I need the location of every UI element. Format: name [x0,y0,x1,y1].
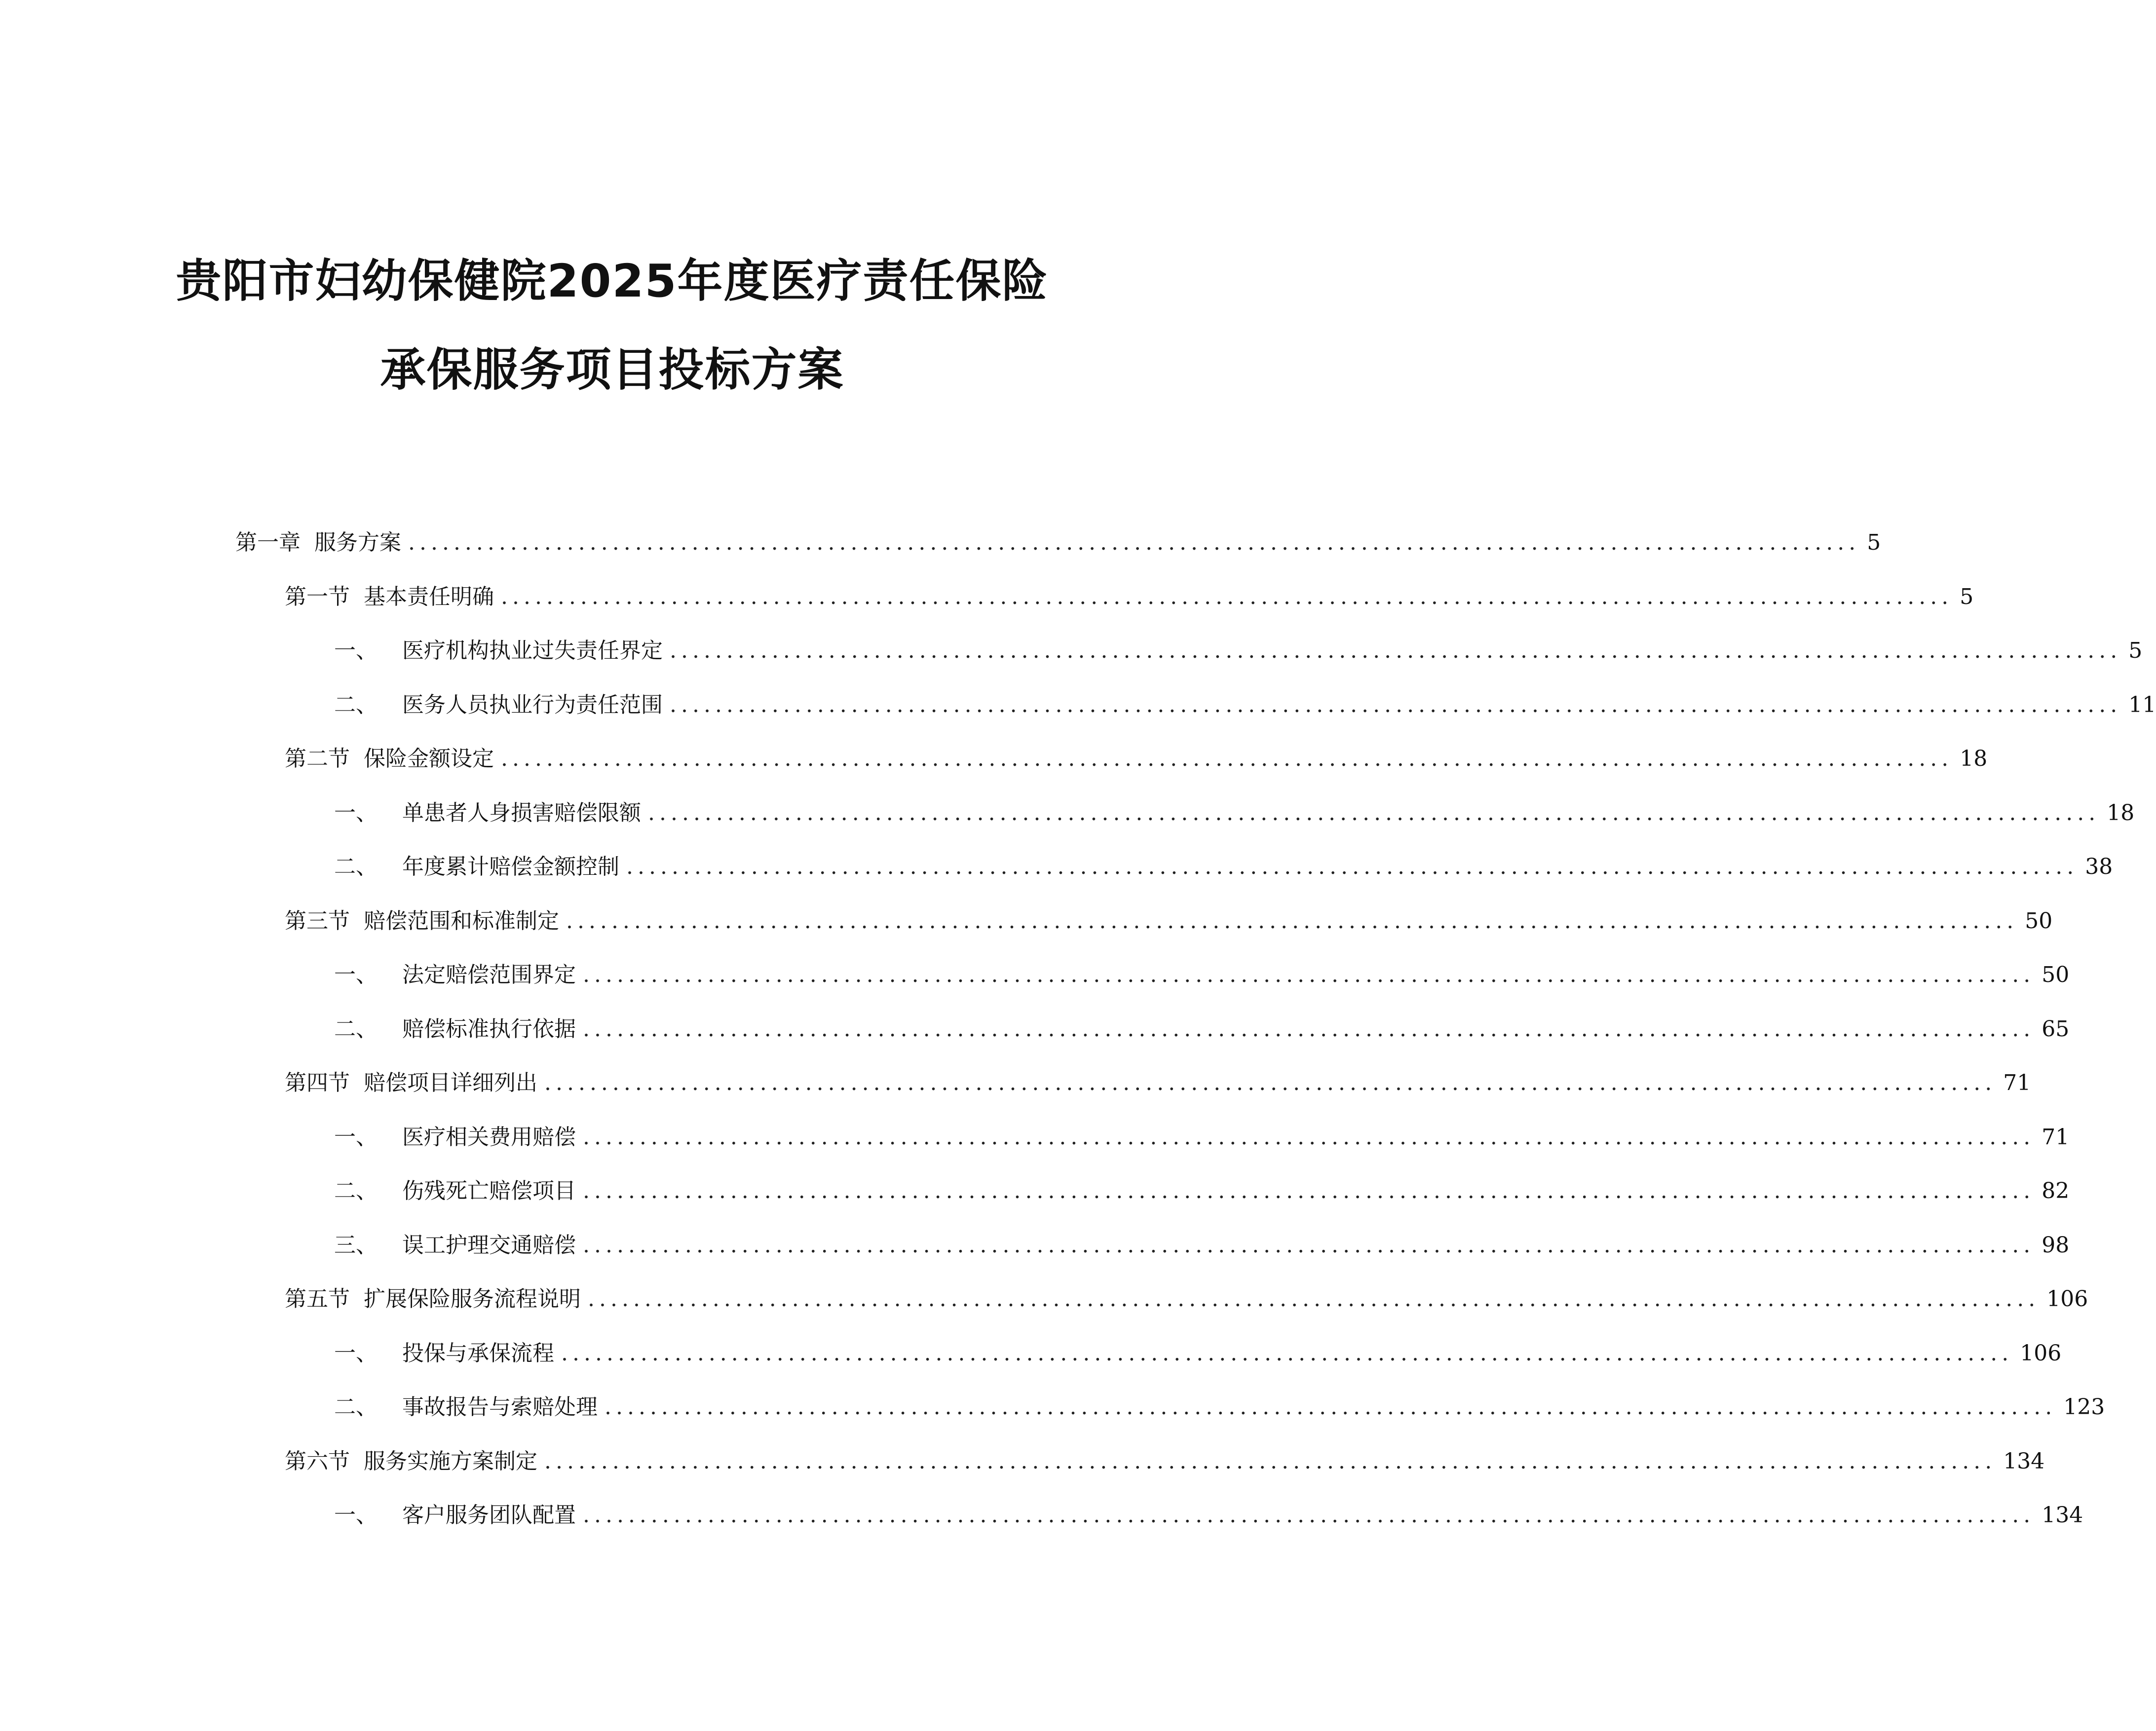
toc-entry-number: 二、 [334,1016,378,1042]
toc-entry-title: 保险金额设定 [364,746,494,771]
toc-entry-number: 第五节 [285,1286,350,1312]
toc-entry-title: 医务人员执业行为责任范围 [402,692,663,717]
toc-entry[interactable] [285,1279,2088,1319]
toc-entry[interactable] [334,1496,2083,1535]
toc-dot-leader: ................................................................................................................................ [583,1178,2035,1204]
toc-dot-leader: ................................................................................................................................ [583,1233,2035,1258]
toc-entry-page-number: 65 [2042,1016,2070,1042]
toc-dot-leader: ................................................................................................................................ [605,1394,2057,1420]
toc-entry-page-number: 106 [2046,1286,2088,1312]
toc-entry[interactable] [334,847,2113,887]
toc-dot-leader: ................................................................................................................................ [544,1449,1997,1474]
toc-dot-leader: ................................................................................................................................ [583,1016,2035,1042]
toc-entry[interactable] [285,1063,2031,1103]
toc-dot-leader: ................................................................................................................................ [670,692,2122,717]
toc-entry-title: 医疗相关费用赔偿 [402,1125,576,1150]
toc-dot-leader: ................................................................................................................................ [670,638,2122,663]
toc-entry-page-number: 82 [2042,1178,2070,1204]
toc-entry-number: 二、 [334,854,378,879]
toc-entry[interactable] [334,1226,2070,1265]
toc-dot-leader: ................................................................................................................................ [501,584,1953,609]
toc-entry[interactable] [334,793,2135,833]
toc-entry-title: 赔偿项目详细列出 [364,1070,537,1095]
toc-entry-title: 医疗机构执业过失责任界定 [402,638,663,663]
toc-entry[interactable] [334,955,2070,995]
toc-dot-leader: ................................................................................................................................ [408,530,1860,555]
toc-entry-title: 法定赔偿范围界定 [402,962,576,987]
toc-entry-number: 二、 [334,1178,378,1204]
toc-entry[interactable] [334,1388,2105,1427]
toc-entry-title: 年度累计赔偿金额控制 [402,854,619,879]
toc-entry-page-number: 98 [2042,1233,2070,1258]
toc-entry-title: 单患者人身损害赔偿限额 [402,800,641,826]
toc-entry[interactable] [285,739,1988,779]
toc-entry-page-number: 38 [2085,854,2113,879]
toc-entry-number: 二、 [334,692,378,717]
toc-entry[interactable] [334,631,2143,671]
toc-entry-title: 赔偿标准执行依据 [402,1016,576,1042]
toc-entry-page-number: 50 [2042,962,2070,987]
toc-entry[interactable] [334,685,2156,725]
document-title-line-1: 贵阳市妇幼保健院2025年度医疗责任保险 [176,255,1049,307]
toc-entry-number: 二、 [334,1394,378,1420]
toc-entry-page-number: 5 [1960,584,1974,609]
toc-dot-leader: ................................................................................................................................ [561,1341,2013,1366]
toc-entry-page-number: 123 [2063,1394,2105,1420]
toc-entry[interactable] [285,577,1974,617]
toc-entry-number: 第一章 [235,530,301,555]
toc-dot-leader: ................................................................................................................................ [583,1503,2035,1528]
toc-entry-title: 伤残死亡赔偿项目 [402,1178,576,1204]
toc-entry-page-number: 5 [2128,638,2143,663]
toc-entry-number: 一、 [334,1341,378,1366]
toc-entry-page-number: 71 [2042,1125,2070,1150]
toc-entry-title: 基本责任明确 [364,584,494,609]
toc-entry-page-number: 134 [2003,1449,2045,1474]
document-title-line-2: 承保服务项目投标方案 [380,343,844,396]
toc-entry[interactable] [285,902,2053,941]
toc-entry-number: 一、 [334,1503,378,1528]
toc-entry-title: 赔偿范围和标准制定 [364,908,559,934]
toc-dot-leader: ................................................................................................................................ [583,962,2035,987]
toc-dot-leader: ................................................................................................................................ [648,800,2100,826]
toc-entry-number: 一、 [334,1125,378,1150]
toc-entry[interactable] [334,1334,2062,1373]
toc-entry-number: 一、 [334,962,378,987]
toc-entry-number: 一、 [334,800,378,826]
toc-dot-leader: ................................................................................................................................ [626,854,2079,879]
toc-entry-title: 误工护理交通赔偿 [402,1233,576,1258]
toc-entry-number: 第四节 [285,1070,350,1095]
toc-entry[interactable] [334,1171,2070,1211]
toc-entry-number: 一、 [334,638,378,663]
toc-entry-title: 客户服务团队配置 [402,1503,576,1528]
toc-entry-page-number: 18 [2107,800,2135,826]
toc-dot-leader: ................................................................................................................................ [588,1286,2040,1312]
toc-entry-title: 事故报告与索赔处理 [402,1394,598,1420]
toc-entry[interactable] [334,1010,2070,1049]
toc-entry-number: 第一节 [285,584,350,609]
toc-entry[interactable] [334,1118,2070,1157]
toc-dot-leader: ................................................................................................................................ [566,908,2018,934]
toc-entry-title: 投保与承保流程 [402,1341,554,1366]
toc-entry-page-number: 106 [2020,1341,2062,1366]
toc-dot-leader: ................................................................................................................................ [544,1070,1997,1095]
toc-entry-page-number: 134 [2042,1503,2083,1528]
toc-entry[interactable] [285,1442,2045,1481]
toc-entry-number: 第三节 [285,908,350,934]
toc-entry-number: 第二节 [285,746,350,771]
toc-entry[interactable] [235,523,1881,563]
toc-entry-title: 服务实施方案制定 [364,1449,537,1474]
toc-entry-page-number: 18 [1960,746,1988,771]
toc-entry-title: 扩展保险服务流程说明 [364,1286,581,1312]
toc-dot-leader: ................................................................................................................................ [583,1125,2035,1150]
toc-entry-page-number: 11 [2128,692,2156,717]
toc-entry-page-number: 50 [2025,908,2053,934]
toc-entry-number: 三、 [334,1233,378,1258]
toc-entry-number: 第六节 [285,1449,350,1474]
toc-dot-leader: ................................................................................................................................ [501,746,1953,771]
toc-entry-page-number: 71 [2003,1070,2031,1095]
toc-entry-page-number: 5 [1867,530,1881,555]
toc-entry-title: 服务方案 [314,530,401,555]
